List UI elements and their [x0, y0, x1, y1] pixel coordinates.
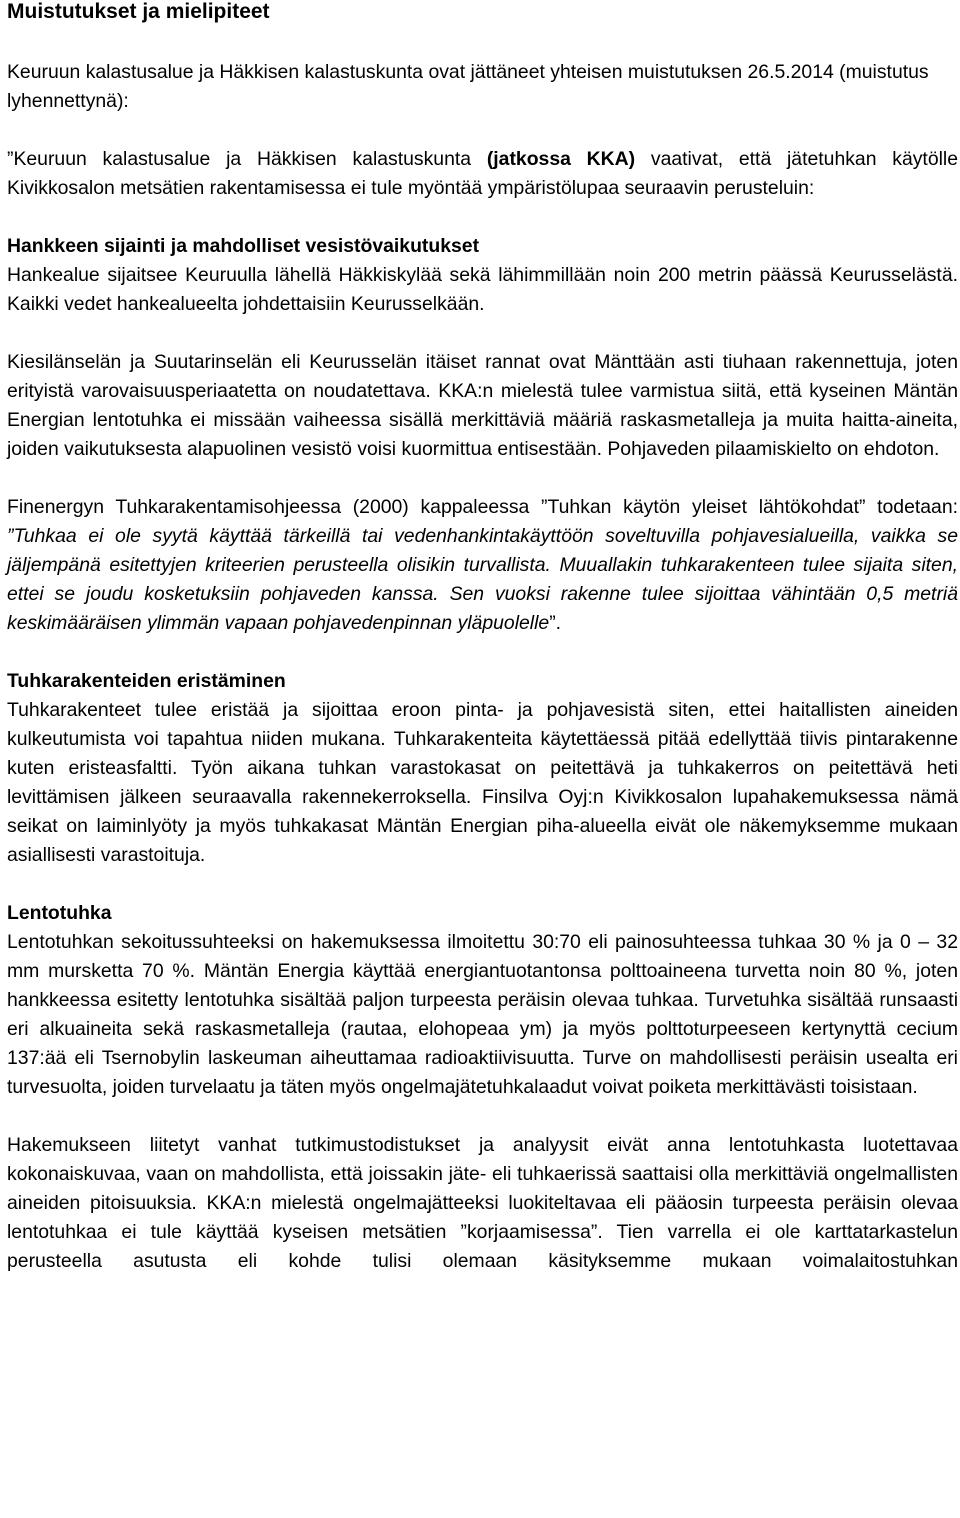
quote-text-start: ”Keuruun kalastusalue ja Häkkisen kalastuskunta	[7, 148, 487, 170]
finenergy-quote: ”Tuhkaa ei ole syytä käyttää tärkeillä tai vedenhankintakäyttöön soveltuvilla pohjavesialueilla, vaikka se jäljempänä esitettyjen kriteerien perusteella olisikin turvallista. Muuallakin tuhkarakenteen tulee sijaita siten, ettei se joudu kosketuksiin pohjaveden kanssa. Sen vuoksi rakenne tulee sijoittaa vähintään 0,5 metriä keskimääräisen ylimmän vapaan pohjavedenpinnan yläpuolelle	[7, 525, 958, 634]
section-heading-isolation: Tuhkarakenteiden eristäminen	[7, 670, 286, 692]
shores-paragraph: Kiesilänselän ja Suutarinselän eli Keurusselän itäiset rannat ovat Mänttään asti tiuhaan rakennettuja, joten erityistä varovaisuusperiaatetta on noudatettava. KKA:n mielestä tulee varmistua siitä, että kyseinen Mäntän Energian lentotuhka ei missään vaiheessa sisällä merkittäviä määriä raskasmetalleja ja muita haitta-aineita, joiden vaikutuksesta alapuolinen vesistö voisi kuormittua entisestään. Pohjaveden pilaamiskielto on ehdoton.	[7, 351, 958, 460]
section-heading-location: Hankkeen sijainti ja mahdolliset vesistövaikutukset	[7, 235, 480, 257]
intro-paragraph: Keuruun kalastusalue ja Häkkisen kalastuskunta ovat jättäneet yhteisen muistutuksen 26.5.2014 (muistutus lyhennettynä):	[7, 61, 929, 112]
location-paragraph: Hankealue sijaitsee Keuruulla lähellä Häkkiskylää sekä lähimmillään noin 200 metrin päässä Keurusselästä. Kaikki vedet hankealueelta johdettaisiin Keurusselkään.	[7, 264, 958, 315]
section-heading-fly-ash: Lentotuhka	[7, 902, 112, 924]
quote-bold-text: (jatkossa KKA)	[486, 148, 636, 170]
quote-text-end: vaativat, että jätetuhkan käytölle Kivikkosalon metsätien rakentamisessa ei tule myöntää ympäristölupaa seuraavin perusteluin:	[7, 148, 959, 199]
finenergy-quote-end: ”.	[549, 612, 562, 634]
page-title: Muistutukset ja mielipiteet	[7, 0, 270, 23]
document	[7, 0, 958, 1276]
attachments-paragraph: Hakemukseen liitetyt vanhat tutkimustodistukset ja analyysit eivät anna lentotuhkasta luotettavaa kokonaiskuvaa, vaan on mahdollista, että joissakin jäte- eli tuhkaerissä saattaisi olla merkittäviä ongelmallisten aineiden pitoisuuksia. KKA:n mielestä ongelmajätteeksi luokiteltavaa eli pääosin turpeesta peräisin olevaa lentotuhkaa ei tule käyttää kyseisen metsätien ”korjaamisessa”. Tien varrella ei ole karttatarkastelun perusteella asutusta eli kohde tulisi olemaan käsityksemme mukaan voimalaitostuhkan	[7, 1134, 958, 1272]
quote-paragraph	[7, 145, 958, 203]
finenergy-text: Finenergyn Tuhkarakentamisohjeessa (2000) kappaleessa ”Tuhkan käytön yleiset lähtökohdat” todetaan:	[7, 496, 958, 518]
fly-ash-paragraph: Lentotuhkan sekoitussuhteeksi on hakemuksessa ilmoitettu 30:70 eli painosuhteessa tuhkaa 30 % ja 0 – 32 mm mursketta 70 %. Mäntän Energia käyttää energiantuotantonsa polttoaineena turvetta noin 80 %, joten hankkeessa esitetty lentotuhka sisältää paljon turpeesta peräisin olevaa tuhkaa. Turvetuhka sisältää runsaasti eri alkuaineita sekä raskasmetalleja (rautaa, elohopeaa ym) ja myös polttoturpeeseen kertynyttä cecium 137:ää eli Tsernobylin laskeuman aiheuttamaa radioaktiivisuutta. Turve on mahdollisesti peräisin usealta eri turvesuolta, joiden turvelaatu ja täten myös ongelmajätetuhkalaadut voivat poiketa merkittävästi toisistaan.	[7, 931, 958, 1098]
isolation-paragraph: Tuhkarakenteet tulee eristää ja sijoittaa eroon pinta- ja pohjavesistä siten, ettei haitallisten aineiden kulkeutumista voi tapahtua niiden mukana. Tuhkarakenteita käytettäessä pitää edellyttää tiivis pintarakenne kuten eristeasfaltti. Työn aikana tuhkan varastokasat on peitettävä ja tuhkakerros on peitettävä heti levittämisen jälkeen seuraavalla rakennekerroksella. Finsilva Oyj:n Kivikkosalon lupahakemuksessa nämä seikat on laiminlyöty ja myös tuhkakasat Mäntän Energian piha-alueella eivät ole näkemyksemme mukaan asiallisesti varastoituja.	[7, 699, 958, 866]
finenergy-paragraph	[7, 493, 958, 638]
